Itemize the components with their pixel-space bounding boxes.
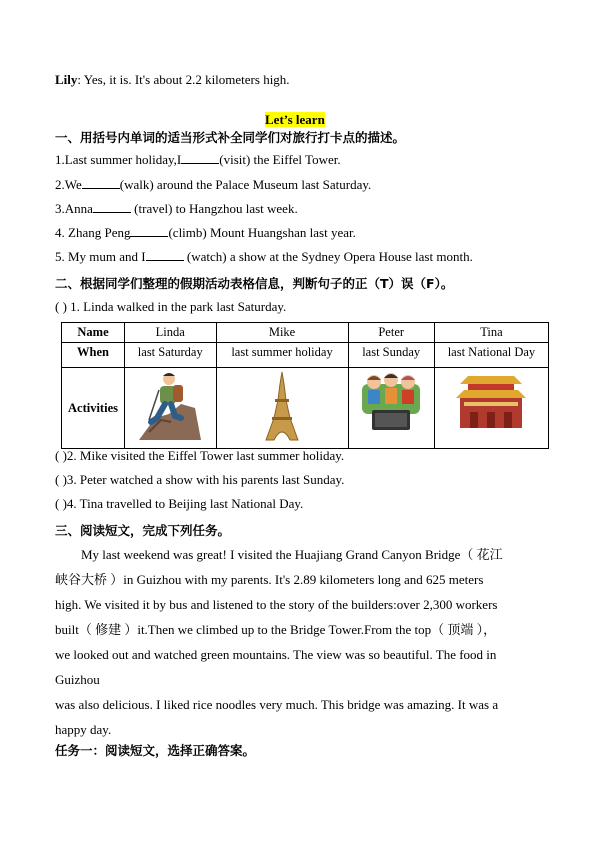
item-text: 5. My mum and I	[55, 249, 146, 264]
table-cell: Linda	[125, 323, 217, 343]
table-cell: Peter	[348, 323, 434, 343]
item-text: 1.Last summer holiday,I	[55, 152, 182, 167]
table-row	[62, 343, 549, 368]
dialogue-text: : Yes, it is. It's about 2.2 kilometers high.	[77, 72, 290, 87]
table-row	[62, 323, 549, 343]
part2-statement-4: ( )4. Tina travelled to Beijing last National Day.	[55, 496, 304, 511]
part2-heading: 二、根据同学们整理的假期活动表格信息，判断句子的正（T）误（F）。	[55, 276, 454, 291]
part1-item-4	[55, 225, 356, 241]
reading-passage	[55, 542, 535, 742]
item-text: (climb) Mount Huangshan last year.	[168, 225, 356, 240]
table-cell: last National Day	[434, 343, 548, 368]
dialogue-line	[55, 72, 290, 88]
part1-item-2	[55, 177, 371, 193]
answer-blank[interactable]	[146, 249, 184, 261]
forbidden-city-icon	[454, 370, 528, 430]
table-cell: last Saturday	[125, 343, 217, 368]
passage-line: we looked out and watched green mountains. The view was so beautiful. The food in	[55, 647, 497, 662]
part1-item-5	[55, 249, 473, 265]
table-cell	[125, 368, 217, 449]
table-cell: Mike	[216, 323, 348, 343]
passage-line: happy day.	[55, 722, 112, 737]
table-cell: Tina	[434, 323, 548, 343]
part2-statement-2: ( )2. Mike visited the Eiffel Tower last summer holiday.	[55, 448, 345, 463]
item-text: (visit) the Eiffel Tower.	[219, 152, 341, 167]
answer-blank[interactable]	[82, 177, 120, 189]
table-row	[62, 368, 549, 449]
item-text: (watch) a show at the Sydney Opera House last month.	[183, 249, 473, 264]
passage-line: high. We visited it by bus and listened to the story of the builders:over 2,300 workers	[55, 597, 498, 612]
part3-heading: 三、阅读短文，完成下列任务。	[55, 523, 231, 538]
row-label: Name	[62, 323, 125, 343]
passage-line: built（ 修建 ）it.Then we climbed up to the Bridge Tower.From the top（ 顶端 ），	[55, 622, 497, 637]
passage-line: My last weekend was great! I visited the Huajiang Grand Canyon Bridge（ 花江	[81, 547, 503, 562]
task1-heading: 任务一：阅读短文，选择正确答案。	[55, 743, 256, 758]
table-cell	[348, 368, 434, 449]
row-label: Activities	[62, 368, 125, 449]
item-text: 4. Zhang Peng	[55, 225, 131, 240]
hiker-climbing-icon	[135, 370, 205, 442]
family-watching-tv-icon	[358, 370, 424, 436]
activity-table	[61, 322, 549, 449]
row-label: When	[62, 343, 125, 368]
passage-line: 峡谷大桥 ）in Guizhou with my parents. It's 2.89 kilometers long and 625 meters	[55, 572, 484, 587]
answer-blank[interactable]	[130, 225, 168, 237]
speaker-name: Lily	[55, 72, 78, 87]
part2-question-1: ( ) 1. Linda walked in the park last Saturday.	[55, 299, 287, 314]
table-cell	[434, 368, 548, 449]
eiffel-tower-icon	[262, 370, 302, 442]
answer-blank[interactable]	[93, 201, 131, 213]
item-text: 2.We	[55, 177, 82, 192]
part1-item-1	[55, 152, 341, 168]
answer-blank[interactable]	[181, 152, 219, 164]
section-title: Let’s learn	[265, 112, 325, 127]
table-cell: last summer holiday	[216, 343, 348, 368]
item-text: 3.Anna	[55, 201, 93, 216]
part1-item-3	[55, 201, 298, 217]
passage-line: was also delicious. I liked rice noodles very much. This bridge was amazing. It was a	[55, 697, 499, 712]
table-cell	[216, 368, 348, 449]
passage-line: Guizhou	[55, 672, 100, 687]
table-cell: last Sunday	[348, 343, 434, 368]
item-text: (travel) to Hangzhou last week.	[130, 201, 298, 216]
part1-heading: 一、用括号内单词的适当形式补全同学们对旅行打卡点的描述。	[55, 130, 406, 145]
item-text: (walk) around the Palace Museum last Saturday.	[119, 177, 372, 192]
part2-statement-3: ( )3. Peter watched a show with his parents last Sunday.	[55, 472, 345, 487]
